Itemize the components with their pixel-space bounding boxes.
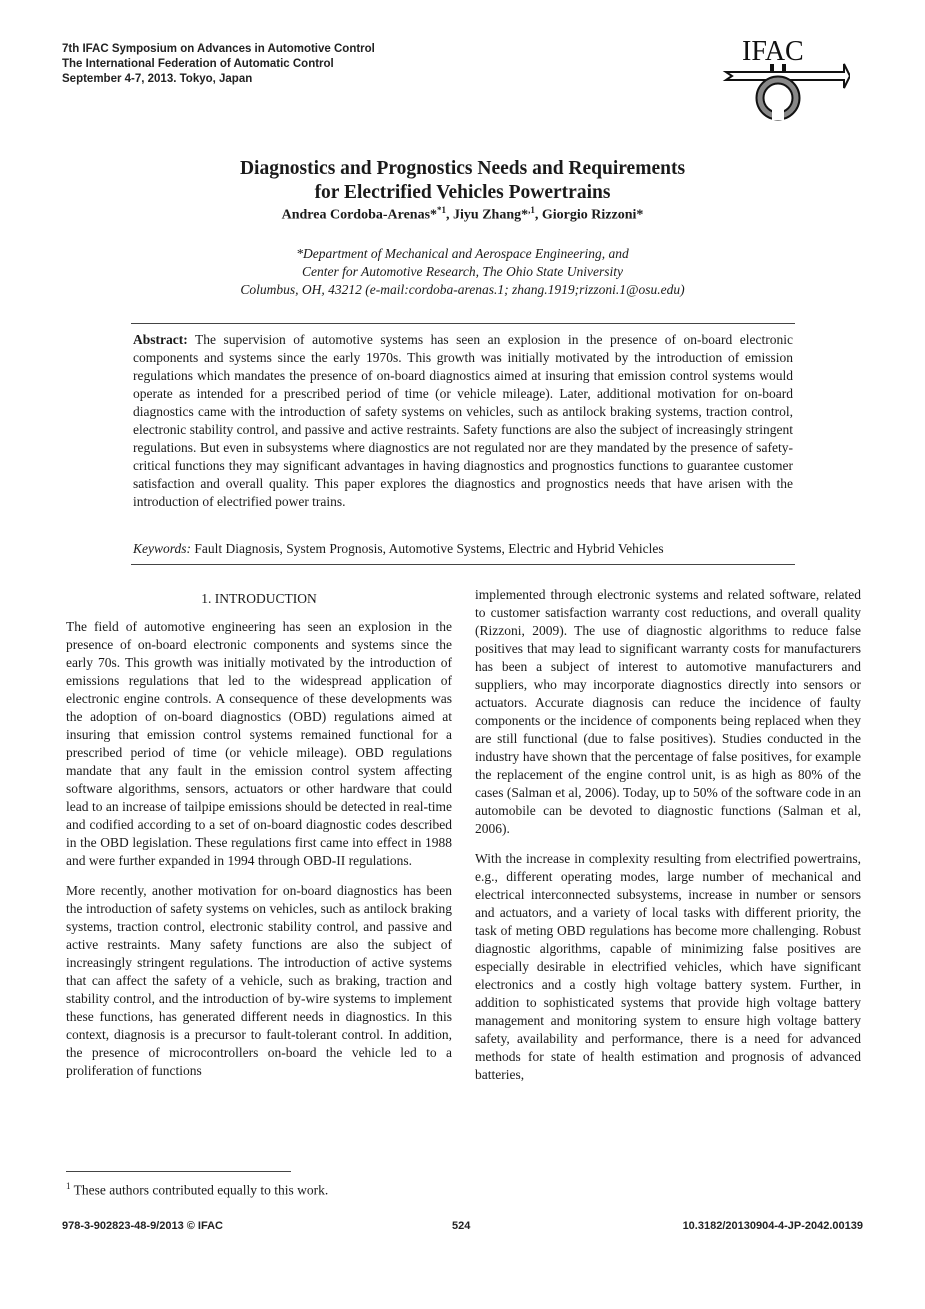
abstract-top-rule — [131, 323, 795, 324]
header-line-2: The International Federation of Automatic Control — [62, 58, 334, 70]
title-line-1: Diagnostics and Prognostics Needs and Requirements — [239, 158, 686, 179]
author-2: , Jiyu Zhang* — [446, 207, 529, 223]
author-list — [0, 205, 925, 224]
footer-doi: 10.3182/20130904-4-JP-2042.00139 — [682, 1220, 863, 1232]
paragraph: With the increase in complexity resulting from electrified powertrains, e.g., different operating modes, large number of mechanical and electrical interconnected subsystems, increase in number or sensors and actuators, and a variety of local tasks with different priority, the task of meting OBD regulations has become more challenging. Robust diagnostic algorithms, capable of minimizing false positives are especially desirable in electrified vehicles, which have significant electronics and a costly high voltage battery system. Further, in addition to sophisticated systems that provide high voltage battery management and monitoring system to ensure high voltage battery safety, availability and performance, there is a need for advanced methods for state of health estimation and prognosis of advanced batteries, — [475, 851, 861, 1082]
title-line-2: for Electrified Vehicles Powertrains — [314, 182, 611, 203]
author-1: Andrea Cordoba-Arenas* — [281, 207, 438, 223]
author-3: , Giorgio Rizzoni* — [534, 207, 644, 223]
section-heading: 1. INTRODUCTION — [201, 591, 317, 606]
paragraph: The field of automotive engineering has seen an explosion in the presence of on-board electronic components and systems since the early 70s. This growth was initially motivated by the introduction of emissions regulations that led to the widespread application of electronic engine controls. A consequence of these developments was the adoption of on-board diagnostics (OBD) regulations aimed at insuring that emission control systems remained functional for a prescribed period of time (or vehicle mileage). OBD regulations mandate that any fault in the emission control system affecting software algorithms, sensors, actuators or other hardware that could lead to an increase of tailpipe emissions should be detected in real-time and codified according to a set of on-board diagnostic codes described in the OBD legislation. These regulations first came into effect in 1988 and were further expanded in 1994 through OBD-II regulations. — [66, 619, 452, 868]
abstract — [133, 331, 793, 511]
affiliation-line-1: *Department of Mechanical and Aerospace Engineering, and — [296, 246, 629, 261]
ifac-logo-icon — [722, 36, 850, 124]
abstract-label: Abstract: — [133, 332, 188, 347]
right-column — [475, 586, 861, 1096]
footnote-rule — [66, 1171, 291, 1172]
paragraph: implemented through electronic systems and related software, related to customer satisfaction warranty cost reductions, and overall quality (Rizzoni, 2009). The use of diagnostic algorithms to reduce false positives that may lead to significant warranty costs for manufacturers has been a subject of interest to automotive manufacturers and suppliers, who may incorporate diagnostics directly into sensors or actuators. Accurate diagnosis can reduce the incidence of faulty components or the incidence of components being replaced when they are still functional (due to false positives). Studies conducted in the industry have shown that the percentage of false positives, for example the replacement of the engine control unit, is as high as 80% of the cases (Salman et al, 2006). Today, up to 50% of the software code in an automobile can be devoted to diagnostic functions (Salman et al, 2006). — [475, 587, 861, 836]
paper-title — [0, 157, 925, 205]
header-line-3: September 4-7, 2013. Tokyo, Japan — [62, 73, 253, 85]
affiliation-line-2: Center for Automotive Research, The Ohio State University — [302, 264, 623, 279]
logo-text: IFAC — [742, 36, 804, 67]
footer-page-number: 524 — [452, 1220, 471, 1232]
author-1-mark: *1 — [437, 205, 447, 215]
affiliation — [0, 245, 925, 299]
keywords-text: Fault Diagnosis, System Prognosis, Automotive Systems, Electric and Hybrid Vehicles — [191, 541, 664, 556]
abstract-bottom-rule — [131, 564, 795, 565]
keywords-label: Keywords: — [133, 541, 191, 556]
footnote — [66, 1181, 328, 1199]
footer-isbn: 978-3-902823-48-9/2013 © IFAC — [62, 1220, 223, 1232]
keywords — [133, 540, 793, 558]
footnote-mark: 1 — [66, 1181, 71, 1191]
author-2-mark: ,1 — [528, 205, 535, 215]
conference-header — [62, 42, 375, 87]
left-column — [66, 590, 452, 1092]
header-line-1: 7th IFAC Symposium on Advances in Automotive Control — [62, 43, 375, 55]
paragraph: More recently, another motivation for on-board diagnostics has been the introduction of safety systems on vehicles, such as antilock braking systems, traction control, electronic stability control, and passive and active restraints. Many safety functions are also the subject of increasingly stringent regulations. The introduction of active systems that can affect the safety of a vehicle, such as braking, traction and stability control, and the introduction of by-wire systems to implement these functions, has generated different needs in diagnostics. In this context, diagnosis is a precursor to fault-tolerant control. In addition, the presence of microcontrollers on-board the vehicle led to a proliferation of functions — [66, 883, 452, 1078]
affiliation-line-3: Columbus, OH, 43212 (e-mail:cordoba-arenas.1; zhang.1919;rizzoni.1@osu.edu) — [240, 282, 685, 297]
footnote-text: These authors contributed equally to this work. — [70, 1182, 329, 1198]
abstract-text: The supervision of automotive systems has seen an explosion in the presence of on-board electronic components and systems since the early 1970s. This growth was initially motivated by the introduction of emission regulations which mandates the presence of on-board diagnostics aimed at insuring that emission control systems would operate as intended for a prescribed period of time (or vehicle mileage). Later, additional motivation for on-board diagnostics came with the introduction of safety systems on vehicles, such as antilock braking systems, traction control, electronic stability control, and passive and active restraints. Safety functions are also the subject of increasingly stringent regulations. But even in subsystems where diagnostics are not regulated nor are they mandated by the presence of safety-critical functions they may significant advantages in having diagnostics and prognostics functions to guarantee customer satisfaction and overall quality. This paper explores the diagnostics and prognostics needs that have arisen with the introduction of electrified power trains. — [133, 332, 793, 509]
